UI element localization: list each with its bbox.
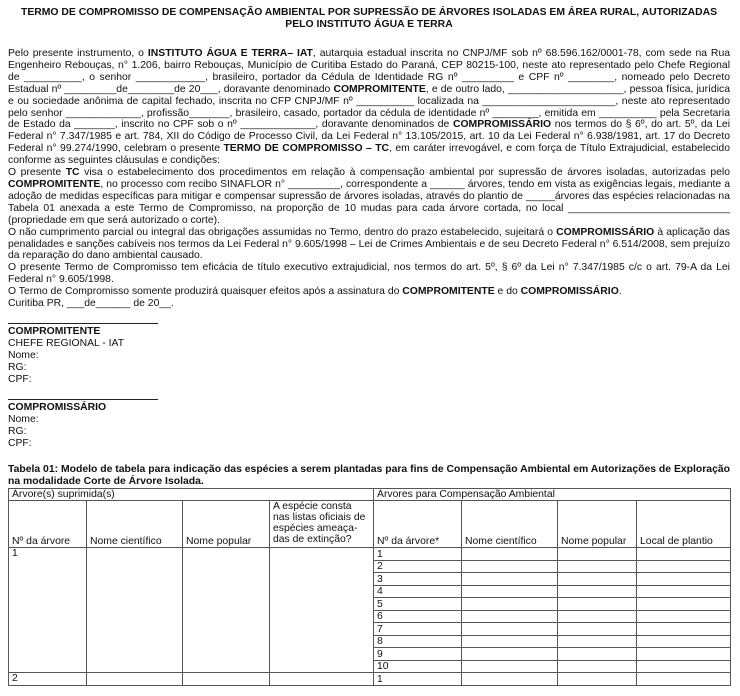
text-segment: nos termos do § 6º, do art. 5º, da Lei Federal n° 7.347/1985 e art. 784, XII do Código de Processo Civil, da Lei Federal n° 13.105/2015, art. 10 da Lei Federal n° 6.938/1981, art. 17 do Decreto Federal n° 99.274/1990, celebram o presente (8, 119, 731, 155)
text-segment: O Termo de Compromisso somente produzirá quaisquer efeitos após a assinatura do (8, 286, 403, 298)
compromitente-cpf-label: CPF: (8, 373, 32, 385)
cell-planting-location (637, 660, 731, 673)
cell-scientific-name (87, 673, 183, 686)
cell-comp-scientific-name (462, 598, 558, 611)
bold-term: INSTITUTO ÁGUA E TERRA– IAT (147, 48, 313, 59)
compromissario-signature-block (8, 402, 730, 450)
cell-comp-scientific-name (462, 573, 558, 586)
table-group-header-row (9, 489, 731, 501)
clause-1-paragraph (8, 167, 730, 227)
compromitente-title: COMPROMITENTE (8, 325, 101, 337)
col-header-scientific-name: Nome científico (87, 501, 183, 548)
cell-tree-number: 1 (9, 548, 87, 673)
table-caption: Tabela 01: Modelo de tabela para indicação das espécies a serem plantadas para fins de Compensação Ambiental em Autorizações de Exploração na modalidade Corte de Árvore Isolada. (8, 464, 730, 487)
bold-term: COMPROMISSÁRIO (556, 226, 655, 238)
cell-planting-location (637, 585, 731, 598)
place-date: Curitiba PR, ___de______ de 20__. (8, 298, 174, 310)
compromitente-name-label: Nome: (8, 349, 39, 361)
col-header-comp-scientific-name: Nome científico (462, 501, 558, 548)
cell-comp-tree-number: 1 (374, 673, 462, 686)
compromissario-title: COMPROMISSÁRIO (8, 402, 107, 414)
text-segment: O presente (8, 167, 66, 179)
cell-endangered (270, 548, 374, 673)
species-table (8, 488, 731, 686)
clause-4-paragraph (8, 286, 730, 298)
cell-planting-location (637, 635, 731, 648)
col-header-planting-location: Local de plantio (637, 501, 731, 548)
col-header-popular-name: Nome popular (183, 501, 270, 548)
text-segment: , no processo com recibo SINAFLOR n° _________, correspondente a ______ árvores, tendo em vista as exigências legais, mediante a adoção de medidas específicas para mitigar e compensar supressão de árvores isoladas, através do plantio de _____árvores das espécies relacionadas na Tabela 01 anexada a este Termo de Compromisso, na proporção de 10 mudas para cada árvore cortada, no local ____________________________ (propriedade em que será autorizado o corte). (8, 178, 730, 226)
text-segment: . (618, 286, 622, 298)
cell-comp-tree-number: 9 (374, 648, 462, 661)
clause-3-paragraph (8, 262, 730, 286)
bold-term: COMPROMITENTE (333, 83, 426, 95)
cell-popular-name (183, 548, 270, 673)
text-segment: , autarquia estadual inscrita no CNPJ/MF sob nº 68.596.162/0001-78, com sede na Rua Engenheiro Rebouças, n° 1.206, bairro Rebouças, Município de Curitiba Estado do Paraná, CEP 80215-100, neste ato representado pelo Chefe Regional de __________, o senhor ____________, brasileiro, portador da Cédula de Identidade RG nº _________ e CPF nº ________, nomeado pelo Decreto Estadual nº _________de________de 20___, doravante denominado (8, 48, 730, 95)
cell-comp-tree-number: 1 (374, 548, 462, 561)
compromissario-rg-label: RG: (8, 426, 27, 438)
text-segment: visa o estabelecimento dos procedimentos em relação à compensação ambiental por supressão de árvores isoladas, autorizadas pelo (79, 167, 730, 179)
bold-term: COMPROMISSÁRIO (452, 119, 552, 131)
table-row (9, 673, 731, 686)
cell-planting-location (637, 623, 731, 636)
table-row (9, 548, 731, 561)
cell-comp-scientific-name (462, 610, 558, 623)
cell-comp-scientific-name (462, 673, 558, 686)
cell-scientific-name (87, 548, 183, 673)
cell-comp-popular-name (558, 560, 637, 573)
bold-term: COMPROMISSÁRIO (520, 286, 619, 298)
bold-term: COMPROMITENTE (402, 286, 495, 298)
cell-planting-location (637, 573, 731, 586)
compromissario-name-label: Nome: (8, 414, 39, 426)
text-segment: O presente Termo de Compromisso tem eficácia de título executivo extrajudicial, nos termos do art. 5º, § 6º da Lei n° 7.347/1985 c/c o art. 79-A da Lei Federal n° 9.605/1998. (8, 262, 730, 286)
cell-comp-tree-number: 2 (374, 560, 462, 573)
compromissario-cpf-label: CPF: (8, 438, 32, 450)
cell-comp-tree-number: 7 (374, 623, 462, 636)
cell-comp-popular-name (558, 673, 637, 686)
cell-comp-scientific-name (462, 623, 558, 636)
text-segment: , em caráter irrevogável, e com força de Título Extrajudicial, estabelecido conforme as seguintes cláusulas e condições: (8, 143, 730, 167)
table-column-header-row (9, 501, 731, 548)
cell-comp-popular-name (558, 598, 637, 611)
cell-comp-tree-number: 10 (374, 660, 462, 673)
cell-comp-scientific-name (462, 635, 558, 648)
col-header-endangered: A espécie consta nas listas oficiais de espécies ameaça-das de extinção? (270, 501, 374, 548)
cell-comp-popular-name (558, 623, 637, 636)
cell-comp-popular-name (558, 585, 637, 598)
group-header-compensation: Árvores para Compensação Ambiental (374, 489, 731, 501)
compromitente-signature-line (8, 323, 158, 324)
cell-planting-location (637, 548, 731, 561)
cell-tree-number: 2 (9, 673, 87, 686)
text-segment: e do (494, 286, 521, 298)
bold-term: TC (65, 167, 80, 179)
compromissario-signature-line (8, 399, 158, 400)
cell-planting-location (637, 648, 731, 661)
col-header-comp-popular-name: Nome popular (558, 501, 637, 548)
cell-comp-popular-name (558, 610, 637, 623)
cell-planting-location (637, 673, 731, 686)
text-segment: à aplicação das penalidades e sanções cabíveis nos termos da Lei Federal n° 9.605/1998 – Lei de Crimes Ambientais e de seu Decreto Federal n° 6.514/2008, sem prejuízo da reparação do dano ambiental causado. (8, 226, 731, 262)
text-segment: Pelo presente instrumento, o (8, 48, 148, 59)
cell-comp-scientific-name (462, 560, 558, 573)
text-segment: , e de outro lado, ____________________, pessoa física, jurídica e ou sociedade anônima de capital fechado, inscrita no CFP CNPJ/MF nº __________ localizada na _______________________, neste ato representado pelo senhor _____________, profissão_______, brasileiro, casado, portador da cédula de identidade nº ________, emitida em __________ pela Secretaria de Estado da _______, inscrito no CPF sob o nº _____________, doravante denominados de (8, 83, 730, 131)
document (8, 0, 730, 488)
cell-comp-popular-name (558, 573, 637, 586)
compromitente-role: CHEFE REGIONAL - IAT (8, 337, 125, 349)
cell-planting-location (637, 560, 731, 573)
cell-comp-tree-number: 6 (374, 610, 462, 623)
cell-comp-tree-number: 8 (374, 635, 462, 648)
cell-comp-popular-name (558, 635, 637, 648)
compromitente-rg-label: RG: (8, 361, 27, 373)
cell-planting-location (637, 598, 731, 611)
cell-comp-scientific-name (462, 548, 558, 561)
bold-term: TERMO DE COMPROMISSO – TC (223, 143, 390, 155)
col-header-tree-number: Nº da árvore (9, 501, 87, 548)
cell-endangered (270, 673, 374, 686)
compromitente-signature-block (8, 326, 730, 386)
cell-comp-tree-number: 5 (374, 598, 462, 611)
cell-comp-popular-name (558, 648, 637, 661)
clause-2-paragraph (8, 227, 730, 263)
group-header-suppressed: Árvore(s) suprimida(s) (9, 489, 374, 501)
cell-comp-popular-name (558, 660, 637, 673)
cell-comp-scientific-name (462, 648, 558, 661)
cell-comp-popular-name (558, 548, 637, 561)
text-segment: O não cumprimento parcial ou integral das obrigações assumidas no Termo, dentro do prazo estabelecido, sujeitará o (8, 226, 557, 238)
cell-comp-scientific-name (462, 660, 558, 673)
cell-comp-tree-number: 4 (374, 585, 462, 598)
cell-popular-name (183, 673, 270, 686)
col-header-comp-tree-number: Nº da árvore* (374, 501, 462, 548)
intro-paragraph (8, 48, 730, 167)
cell-comp-scientific-name (462, 585, 558, 598)
cell-planting-location (637, 610, 731, 623)
bold-term: COMPROMITENTE (8, 178, 101, 190)
cell-comp-tree-number: 3 (374, 573, 462, 586)
document-title: TERMO DE COMPROMISSO DE COMPENSAÇÃO AMBIENTAL POR SUPRESSÃO DE ÁRVORES ISOLADAS EM ÁREA RURAL, AUTORIZADAS PELO INSTITUTO ÁGUA E TERRA (20, 7, 718, 30)
